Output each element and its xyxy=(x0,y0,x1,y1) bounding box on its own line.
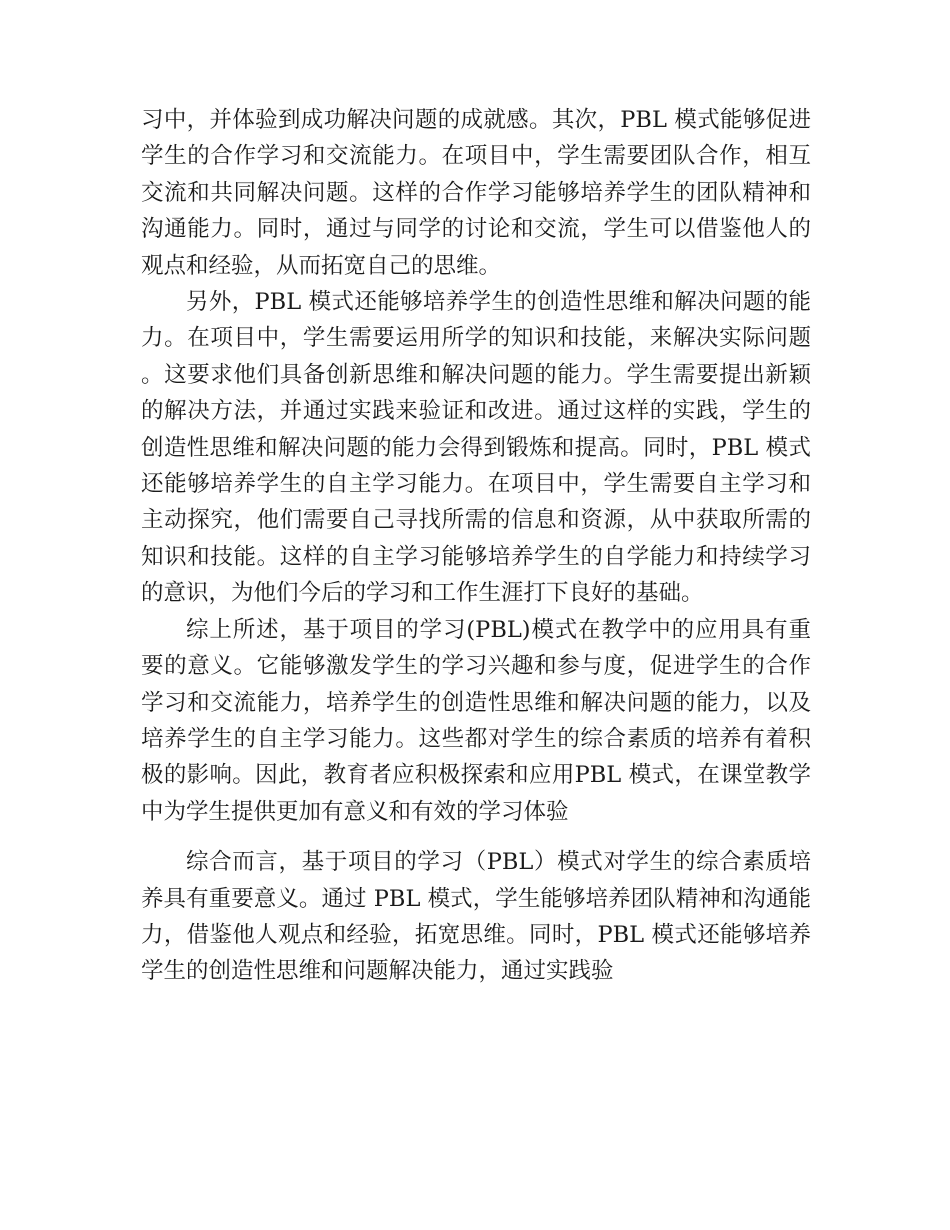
paragraph-creative-thinking: 另外，PBL 模式还能够培养学生的创造性思维和解决问题的能力。在项目中，学生需要运用所学的知识和技能，来解决实际问题。这要求他们具备创新思维和解决问题的能力。学生需要提出新颖的解决方法，并通过实践来验证和改进。通过这样的实践，学生的创造性思维和解决问题的能力会得到锻炼和提高。同时，PBL 模式还能够培养学生的自主学习能力。在项目中，学生需要自主学习和主动探究，他们需要自己寻找所需的信息和资源，从中获取所需的知识和技能。这样的自主学习能够培养学生的自学能力和持续学习的意识，为他们今后的学习和工作生涯打下良好的基础。 xyxy=(141,289,811,607)
paragraph-summary: 综上所述，基于项目的学习(PBL)模式在教学中的应用具有重要的意义。它能够激发学生的学习兴趣和参与度，促进学生的合作学习和交流能力，培养学生的创造性思维和解决问题的能力，以及培养学生的自主学习能力。这些都对学生的综合素质的培养有着积极的影响。因此，教育者应积极探索和应用PBL 模式，在课堂教学中为学生提供更加有意义和有效的学习体验 xyxy=(141,616,811,825)
paragraph-continuation: 习中，并体验到成功解决问题的成就感。其次，PBL 模式能够促进学生的合作学习和交流能力。在项目中，学生需要团队合作，相互交流和共同解决问题。这样的合作学习能够培养学生的团队精神和沟通能力。同时，通过与同学的讨论和交流，学生可以借鉴他人的观点和经验，从而拓宽自己的思维。 xyxy=(141,107,811,279)
document-page xyxy=(141,102,811,990)
paragraph-conclusion: 综合而言，基于项目的学习（PBL）模式对学生的综合素质培养具有重要意义。通过 PBL 模式，学生能够培养团队精神和沟通能力，借鉴他人观点和经验，拓宽思维。同时，PBL 模式还能够培养学生的创造性思维和问题解决能力，通过实践验 xyxy=(141,849,811,985)
